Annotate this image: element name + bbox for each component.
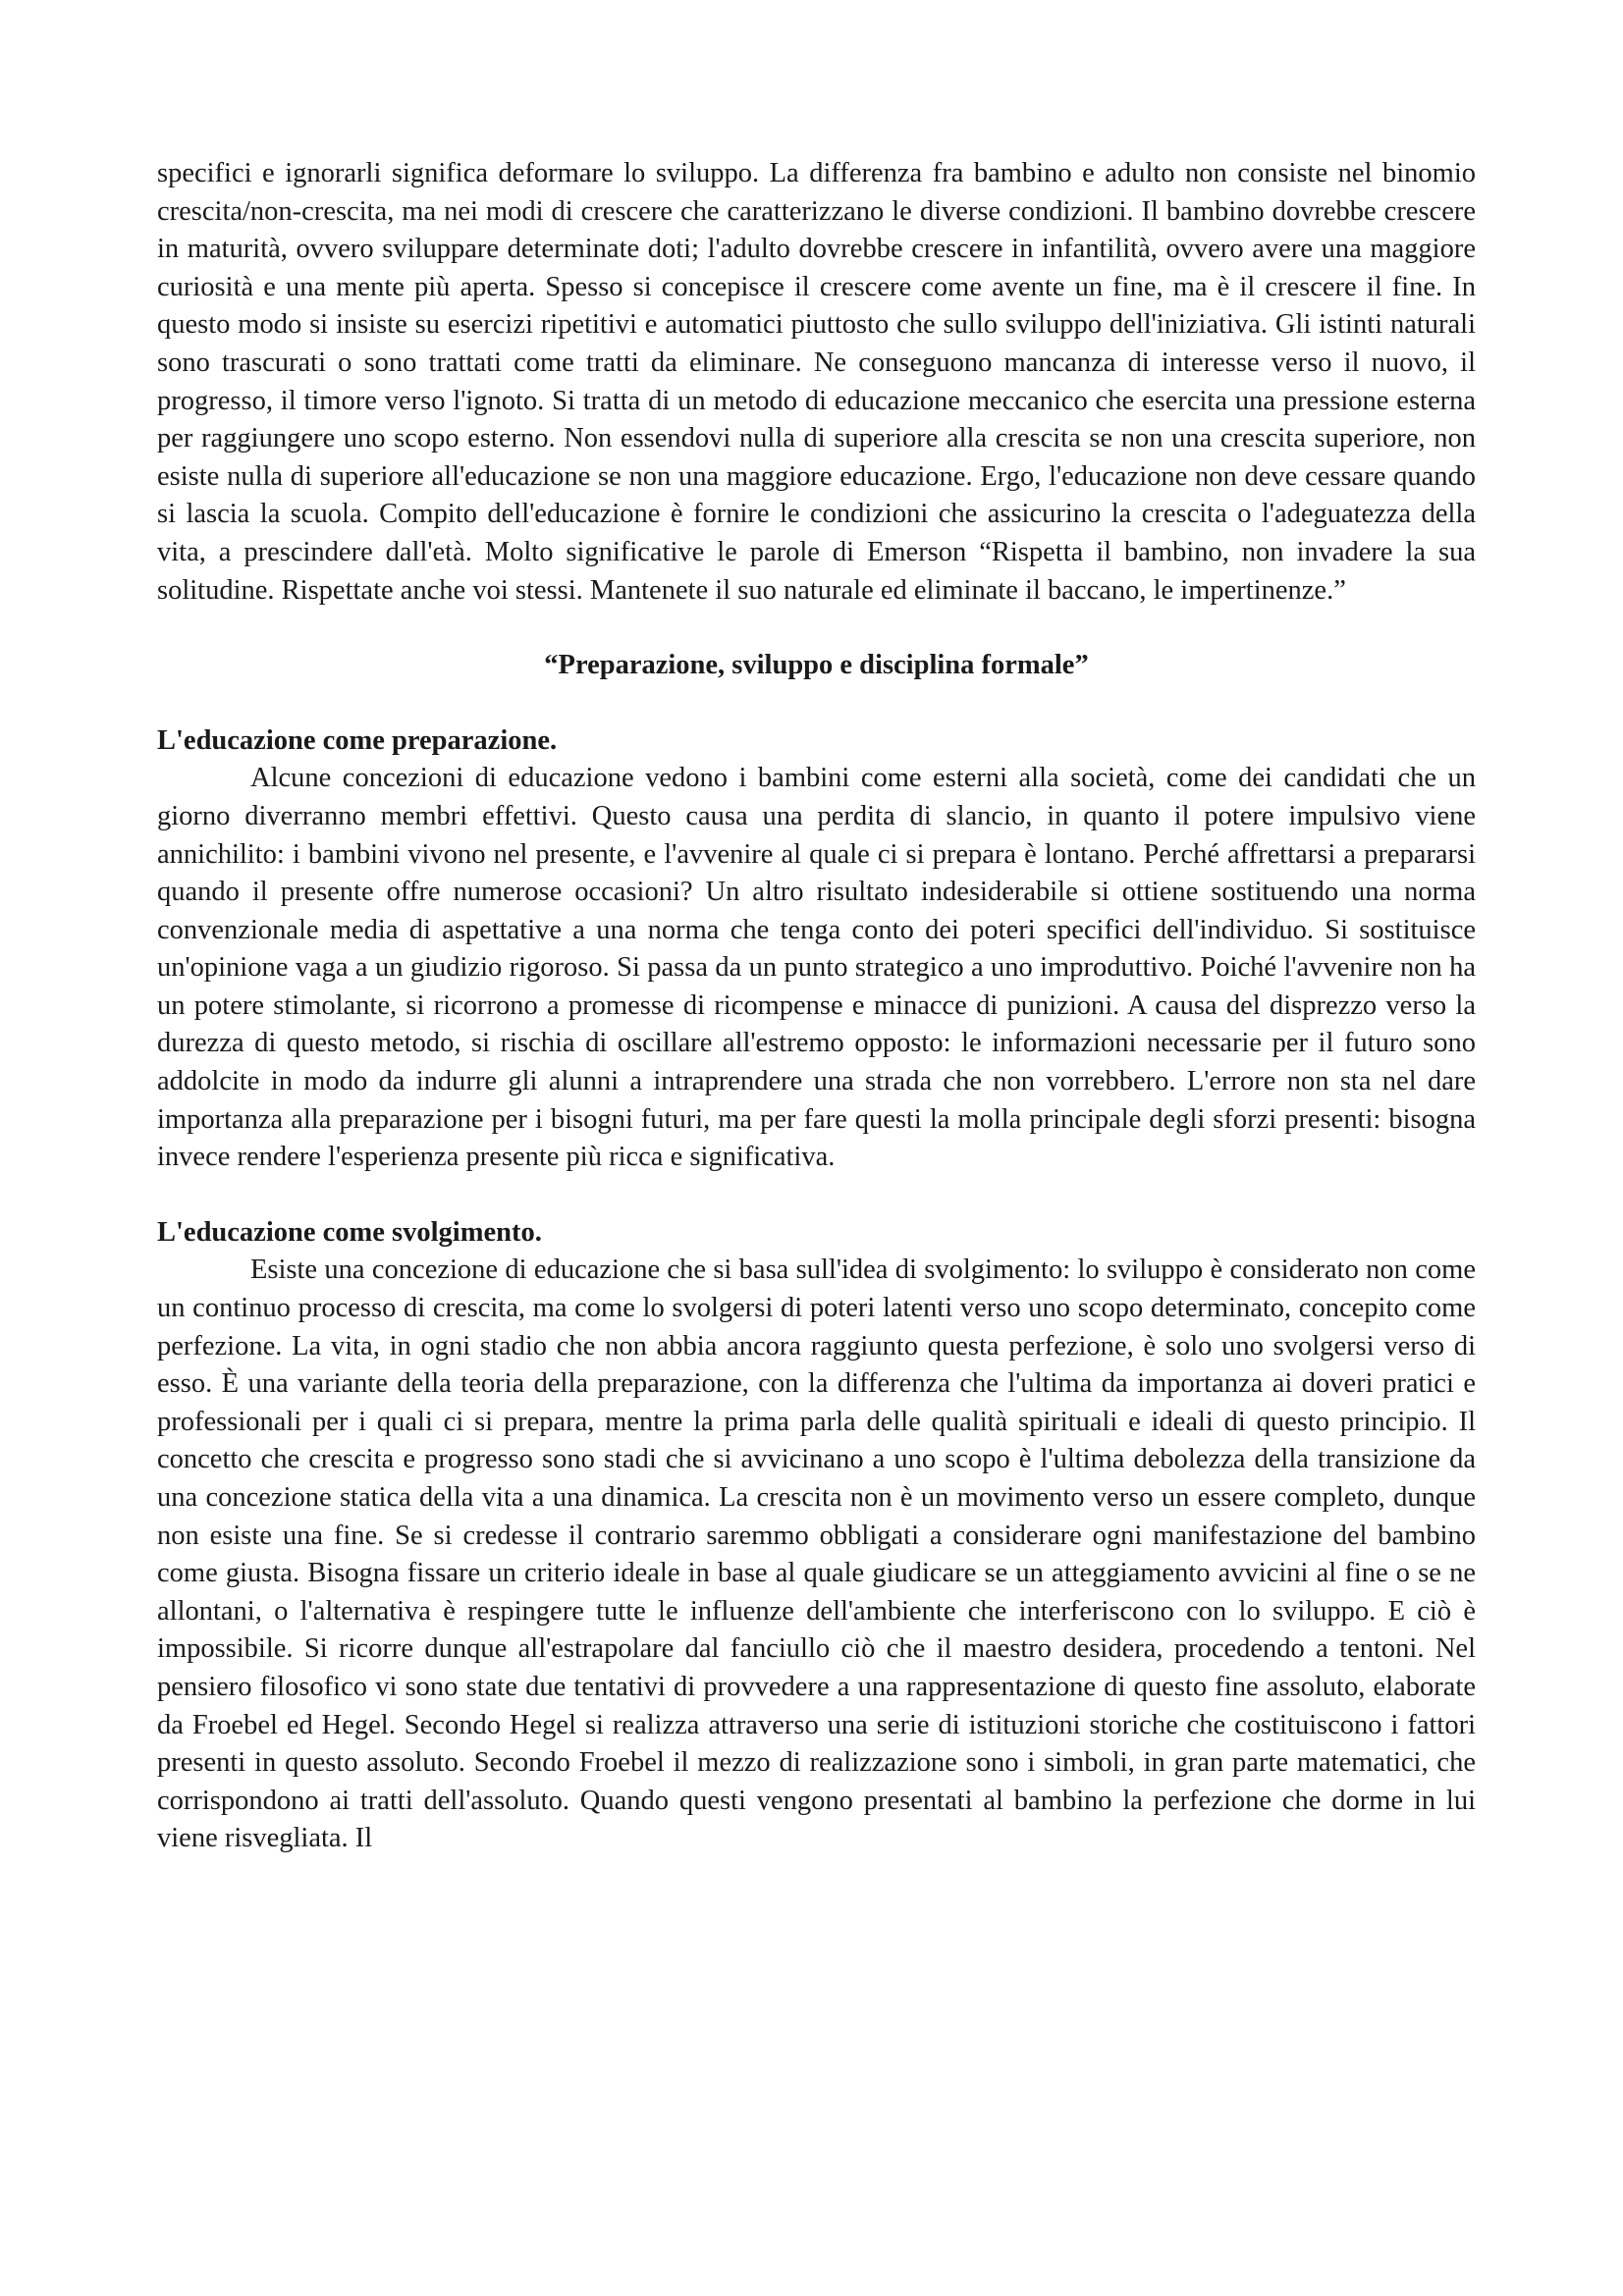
section-spacer (157, 1177, 1476, 1214)
section-body-svolgimento: Esiste una concezione di educazione che si basa sull'idea di svolgimento: lo sviluppo è considerato non come un continuo processo di crescita, ma come lo svolgersi di poteri latenti verso uno scopo determinato, concepito come perfezione. La vita, in ogni stadio che non abbia ancora raggiunto questa perfezione, è solo uno svolgersi verso di esso. È una variante della teoria della preparazione, con la differenza che l'ultima da importanza ai doveri pratici e professionali per i quali ci si prepara, mentre la prima parla delle qualità spirituali e ideali di questo principio. Il concetto che crescita e progresso sono stadi che si avvicinano a uno scopo è l'ultima debolezza della transizione da una concezione statica della vita a una dinamica. La crescita non è un movimento verso un essere completo, dunque non esiste una fine. Se si credesse il contrario saremmo obbligati a considerare ogni manifestazione del bambino come giusta. Bisogna fissare un criterio ideale in base al quale giudicare se un atteggiamento avvicini al fine o se ne allontani, o l'alternativa è respingere tutte le influenze dell'ambiente che interferiscono con lo sviluppo. E ciò è impossibile. Si ricorre dunque all'estrapolare dal fanciullo ciò che il maestro desidera, procedendo a tentoni. Nel pensiero filosofico vi sono state due tentativi di provvedere a una rappresentazione di questo fine assoluto, elaborate da Froebel ed Hegel. Secondo Hegel si realizza attraverso una serie di istituzioni storiche che costituiscono i fattori presenti in questo assoluto. Secondo Froebel il mezzo di realizzazione sono i simboli, in gran parte matematici, che corrispondono ai tratti dell'assoluto. Quando questi vengono presentati al bambino la perfezione che dorme in lui viene risvegliata. Il (157, 1255, 1476, 1854)
section-heading-preparation: L'educazione come preparazione. (157, 724, 558, 756)
section-heading-svolgimento: L'educazione come svolgimento. (157, 1216, 542, 1248)
document-page (157, 155, 1476, 1858)
intro-paragraph: specifici e ignorarli significa deformare lo sviluppo. La differenza fra bambino e adulto non consiste nel binomio crescita/non-crescita, ma nei modi di crescere che caratterizzano le diverse condizioni. Il bambino dovrebbe crescere in maturità, ovvero sviluppare determinate doti; l'adulto dovrebbe crescere in infantilità, ovvero avere una maggiore curiosità e una mente più aperta. Spesso si concepisce il crescere come avente un fine, ma è il crescere il fine. In questo modo si insiste su esercizi ripetitivi e automatici piuttosto che sullo sviluppo dell'iniziativa. Gli istinti naturali sono trascurati o sono trattati come tratti da eliminare. Ne conseguono mancanza di interesse verso il nuovo, il progresso, il timore verso l'ignoto. Si tratta di un metodo di educazione meccanico che esercita una pressione esterna per raggiungere uno scopo esterno. Non essendovi nulla di superiore alla crescita se non una crescita superiore, non esiste nulla di superiore all'educazione se non una maggiore educazione. Ergo, l'educazione non deve cessare quando si lascia la scuola. Compito dell'educazione è fornire le condizioni che assicurino la crescita o l'adeguatezza della vita, a prescindere dall'età. Molto significative le parole di Emerson “Rispetta il bambino, non invadere la sua solitudine. Rispettate anche voi stessi. Mantenete il suo naturale ed eliminate il baccano, le impertinenze.” (157, 158, 1476, 606)
chapter-title: “Preparazione, sviluppo e disciplina formale” (544, 650, 1089, 681)
section-body-preparation: Alcune concezioni di educazione vedono i bambini come esterni alla società, come dei candidati che un giorno diverranno membri effettivi. Questo causa una perdita di slancio, in quanto il potere impulsivo viene annichilito: i bambini vivono nel presente, e l'avvenire al quale ci si prepara è lontano. Perché affrettarsi a prepararsi quando il presente offre numerose occasioni? Un altro risultato indesiderabile si ottiene sostituendo una norma convenzionale media di aspettative a una norma che tenga conto dei poteri specifici dell'individuo. Si sostituisce un'opinione vaga a un giudizio rigoroso. Si passa da un punto strategico a uno improduttivo. Poiché l'avvenire non ha un potere stimolante, si ricorrono a promesse di ricompense e minacce di punizioni. A causa del disprezzo verso la durezza di questo metodo, si rischia di oscillare all'estremo opposto: le informazioni necessarie per il futuro sono addolcite in modo da indurre gli alunni a intraprendere una strada che non vorrebbero. L'errore non sta nel dare importanza alla preparazione per i bisogni futuri, ma per fare questi la molla principale degli sforzi presenti: bisogna invece rendere l'esperienza presente più ricca e significativa. (157, 763, 1476, 1173)
